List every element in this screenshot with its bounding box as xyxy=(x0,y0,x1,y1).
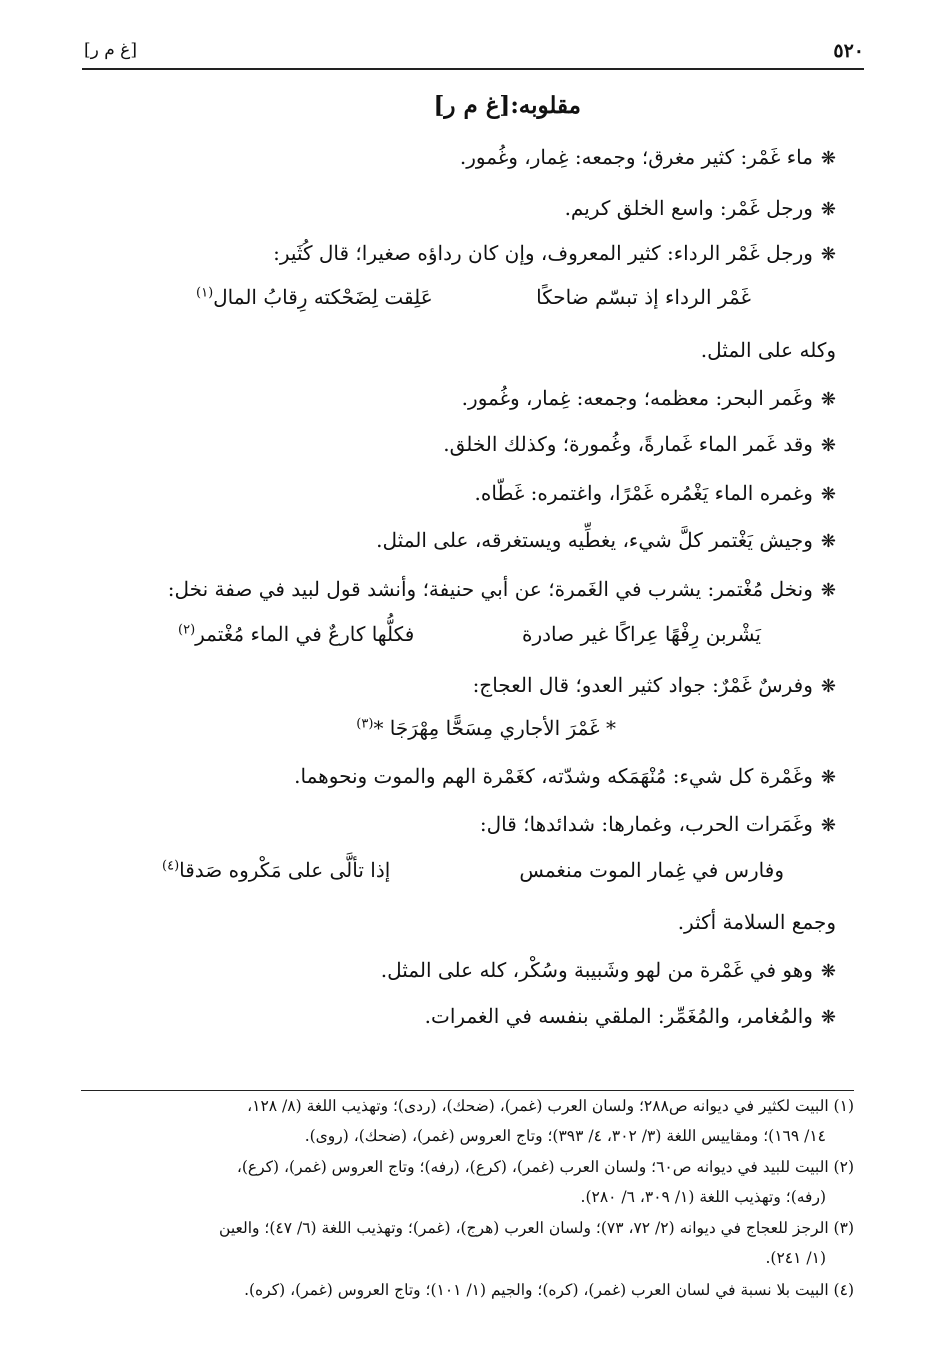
footnote-3: (٣) الرجز للعجاج في ديوانه (٢/ ٧٢، ٧٣)؛ ولسان العرب (هرج)، (غمر)؛ وتهذيب اللغة (٦/ ٤٧)؛ والعين xyxy=(219,1219,854,1237)
verse-first-hemistich: وفارس في غِمار الموت منغمس xyxy=(519,858,784,882)
entry-line xyxy=(473,673,836,697)
entry-text: وغَمْرة كل شيء: مُنْهَمَكه وشدّته، كغَمْرة الهم والموت ونحوهما. xyxy=(294,764,813,788)
verse-text: * غَمْرَ الأجاري مِسَحًّا مِهْرَجَا * xyxy=(373,716,616,740)
footnote-2-continued: (رفه)؛ وتهذيب اللغة (١/ ٣٠٩، ٦/ ٢٨٠). xyxy=(580,1188,826,1206)
entry-line xyxy=(475,481,836,505)
footnote-1: (١) البيت لكثير في ديوانه ص٢٨٨؛ ولسان العرب (غمر)، (ضحك)، (ردى)؛ وتهذيب اللغة (٨/ ١٢٨، xyxy=(247,1097,854,1115)
entry-text: ورجل غَمْر: واسع الخلق كريم. xyxy=(564,196,813,220)
entry-text: وهو في غَمْرة من لهو وشَبيبة وسُكْر، كله على المثل. xyxy=(380,958,813,982)
asterisk-bullet-icon: ❋ xyxy=(820,676,836,697)
entry-line xyxy=(168,577,836,601)
footnote-marker: (٢) xyxy=(178,622,196,638)
verse-first-hemistich: غَمْر الرداء إذ تبسّم ضاحكًا xyxy=(536,285,751,309)
entry-text: ورجل غَمْر الرداء: كثير المعروف، وإن كان رداؤه صغيرا؛ قال كُثَير: xyxy=(273,241,813,265)
asterisk-bullet-icon: ❋ xyxy=(820,531,836,552)
asterisk-bullet-icon: ❋ xyxy=(820,580,836,601)
footnote-marker: (١) xyxy=(196,285,214,301)
entry-text: والمُغامر، والمُغَمِّر: الملقي بنفسه في الغمرات. xyxy=(424,1004,813,1028)
verse-second-hemistich xyxy=(162,858,390,882)
asterisk-bullet-icon: ❋ xyxy=(820,199,836,220)
root-label: [غ م ر] xyxy=(84,40,137,60)
asterisk-bullet-icon: ❋ xyxy=(820,815,836,836)
entry-line xyxy=(565,196,836,220)
asterisk-bullet-icon: ❋ xyxy=(820,435,836,456)
entry-line xyxy=(462,386,836,410)
verse-second-hemistich xyxy=(178,622,414,646)
asterisk-bullet-icon: ❋ xyxy=(820,244,836,265)
asterisk-bullet-icon: ❋ xyxy=(820,389,836,410)
rajaz-verse xyxy=(356,716,616,740)
entry-line xyxy=(460,145,836,169)
entry-text: وكله على المثل. xyxy=(700,338,836,362)
verse-second-hemistich xyxy=(196,285,433,309)
entry-text: ونخل مُغْتمر: يشرب في الغَمرة؛ عن أبي حنيفة؛ وأنشد قول لبيد في صفة نخل: xyxy=(167,577,813,601)
entry-text: وغمره الماء يَغْمُره غَمْرًا، واغتمره: غَطّاه. xyxy=(474,481,813,505)
page-header xyxy=(82,38,864,68)
entry-line xyxy=(273,241,836,265)
verse-text: إذا تألَّى على مَكْروه صَدقا xyxy=(179,858,391,882)
footnote-3-continued: (١/ ٢٤١). xyxy=(765,1249,826,1267)
asterisk-bullet-icon: ❋ xyxy=(820,1007,836,1028)
footnote-1-continued: ١٤/ ١٦٩)؛ ومقاييس اللغة (٣/ ٣٠٢، ٤/ ٣٩٣)؛ وتاج العروس (غمر)، (ضحك)، (روى). xyxy=(304,1127,826,1145)
entry-line xyxy=(425,1004,836,1028)
entry-text: وجمع السلامة أكثر. xyxy=(677,910,836,934)
entry-line xyxy=(376,528,836,552)
entry-line xyxy=(381,958,836,982)
footnote-4: (٤) البيت بلا نسبة في لسان العرب (غمر)، (كره)؛ والجيم (١/ ١٠١)؛ وتاج العروس (غمر)، (كره). xyxy=(244,1281,854,1299)
verse-text: فكلُّها كارعٌ في الماء مُغْتمر xyxy=(195,622,415,646)
entry-text: وقد غَمر الماء غَمارةً، وغُمورة؛ وكذلك الخلق. xyxy=(443,432,813,456)
footnote-2: (٢) البيت للبيد في ديوانه ص٦٠؛ ولسان العرب (غمر)، (كرع)، (رفه)؛ وتاج العروس (غمر)، (كرع)، xyxy=(236,1158,854,1176)
header-rule xyxy=(82,68,864,70)
entry-line xyxy=(443,432,836,456)
section-title: مقلوبه:[غ م ر] xyxy=(433,92,581,119)
asterisk-bullet-icon: ❋ xyxy=(820,767,836,788)
asterisk-bullet-icon: ❋ xyxy=(820,484,836,505)
footnote-rule xyxy=(81,1090,854,1091)
asterisk-bullet-icon: ❋ xyxy=(820,148,836,169)
page-number: ٥٢٠ xyxy=(833,40,864,62)
entry-text: وفرسٌ غَمْرٌ: جواد كثير العدو؛ قال العجاج: xyxy=(472,673,813,697)
entry-text: ماء غَمْر: كثير مغرق؛ وجمعه: غِمار، وغُمور. xyxy=(459,145,813,169)
footnote-marker: (٣) xyxy=(356,716,374,732)
verse-text: عَلِقت لِضَحْكته رِقابُ المال xyxy=(213,285,433,309)
entry-text: وغَمَرات الحرب، وغمارها: شدائدها؛ قال: xyxy=(479,812,813,836)
asterisk-bullet-icon: ❋ xyxy=(820,961,836,982)
entry-line xyxy=(480,812,836,836)
footnote-marker: (٤) xyxy=(162,858,180,874)
entry-text: وجيش يَغْتمر كلَّ شيء، يغطِّيه ويستغرقه، على المثل. xyxy=(376,528,813,552)
verse-first-hemistich: يَشْربن رِفْهًا عِراكًا غير صادرة xyxy=(522,622,761,646)
entry-line xyxy=(294,764,836,788)
entry-text: وغَمر البحر: معظمه؛ وجمعه: غِمار، وغُمور. xyxy=(461,386,813,410)
